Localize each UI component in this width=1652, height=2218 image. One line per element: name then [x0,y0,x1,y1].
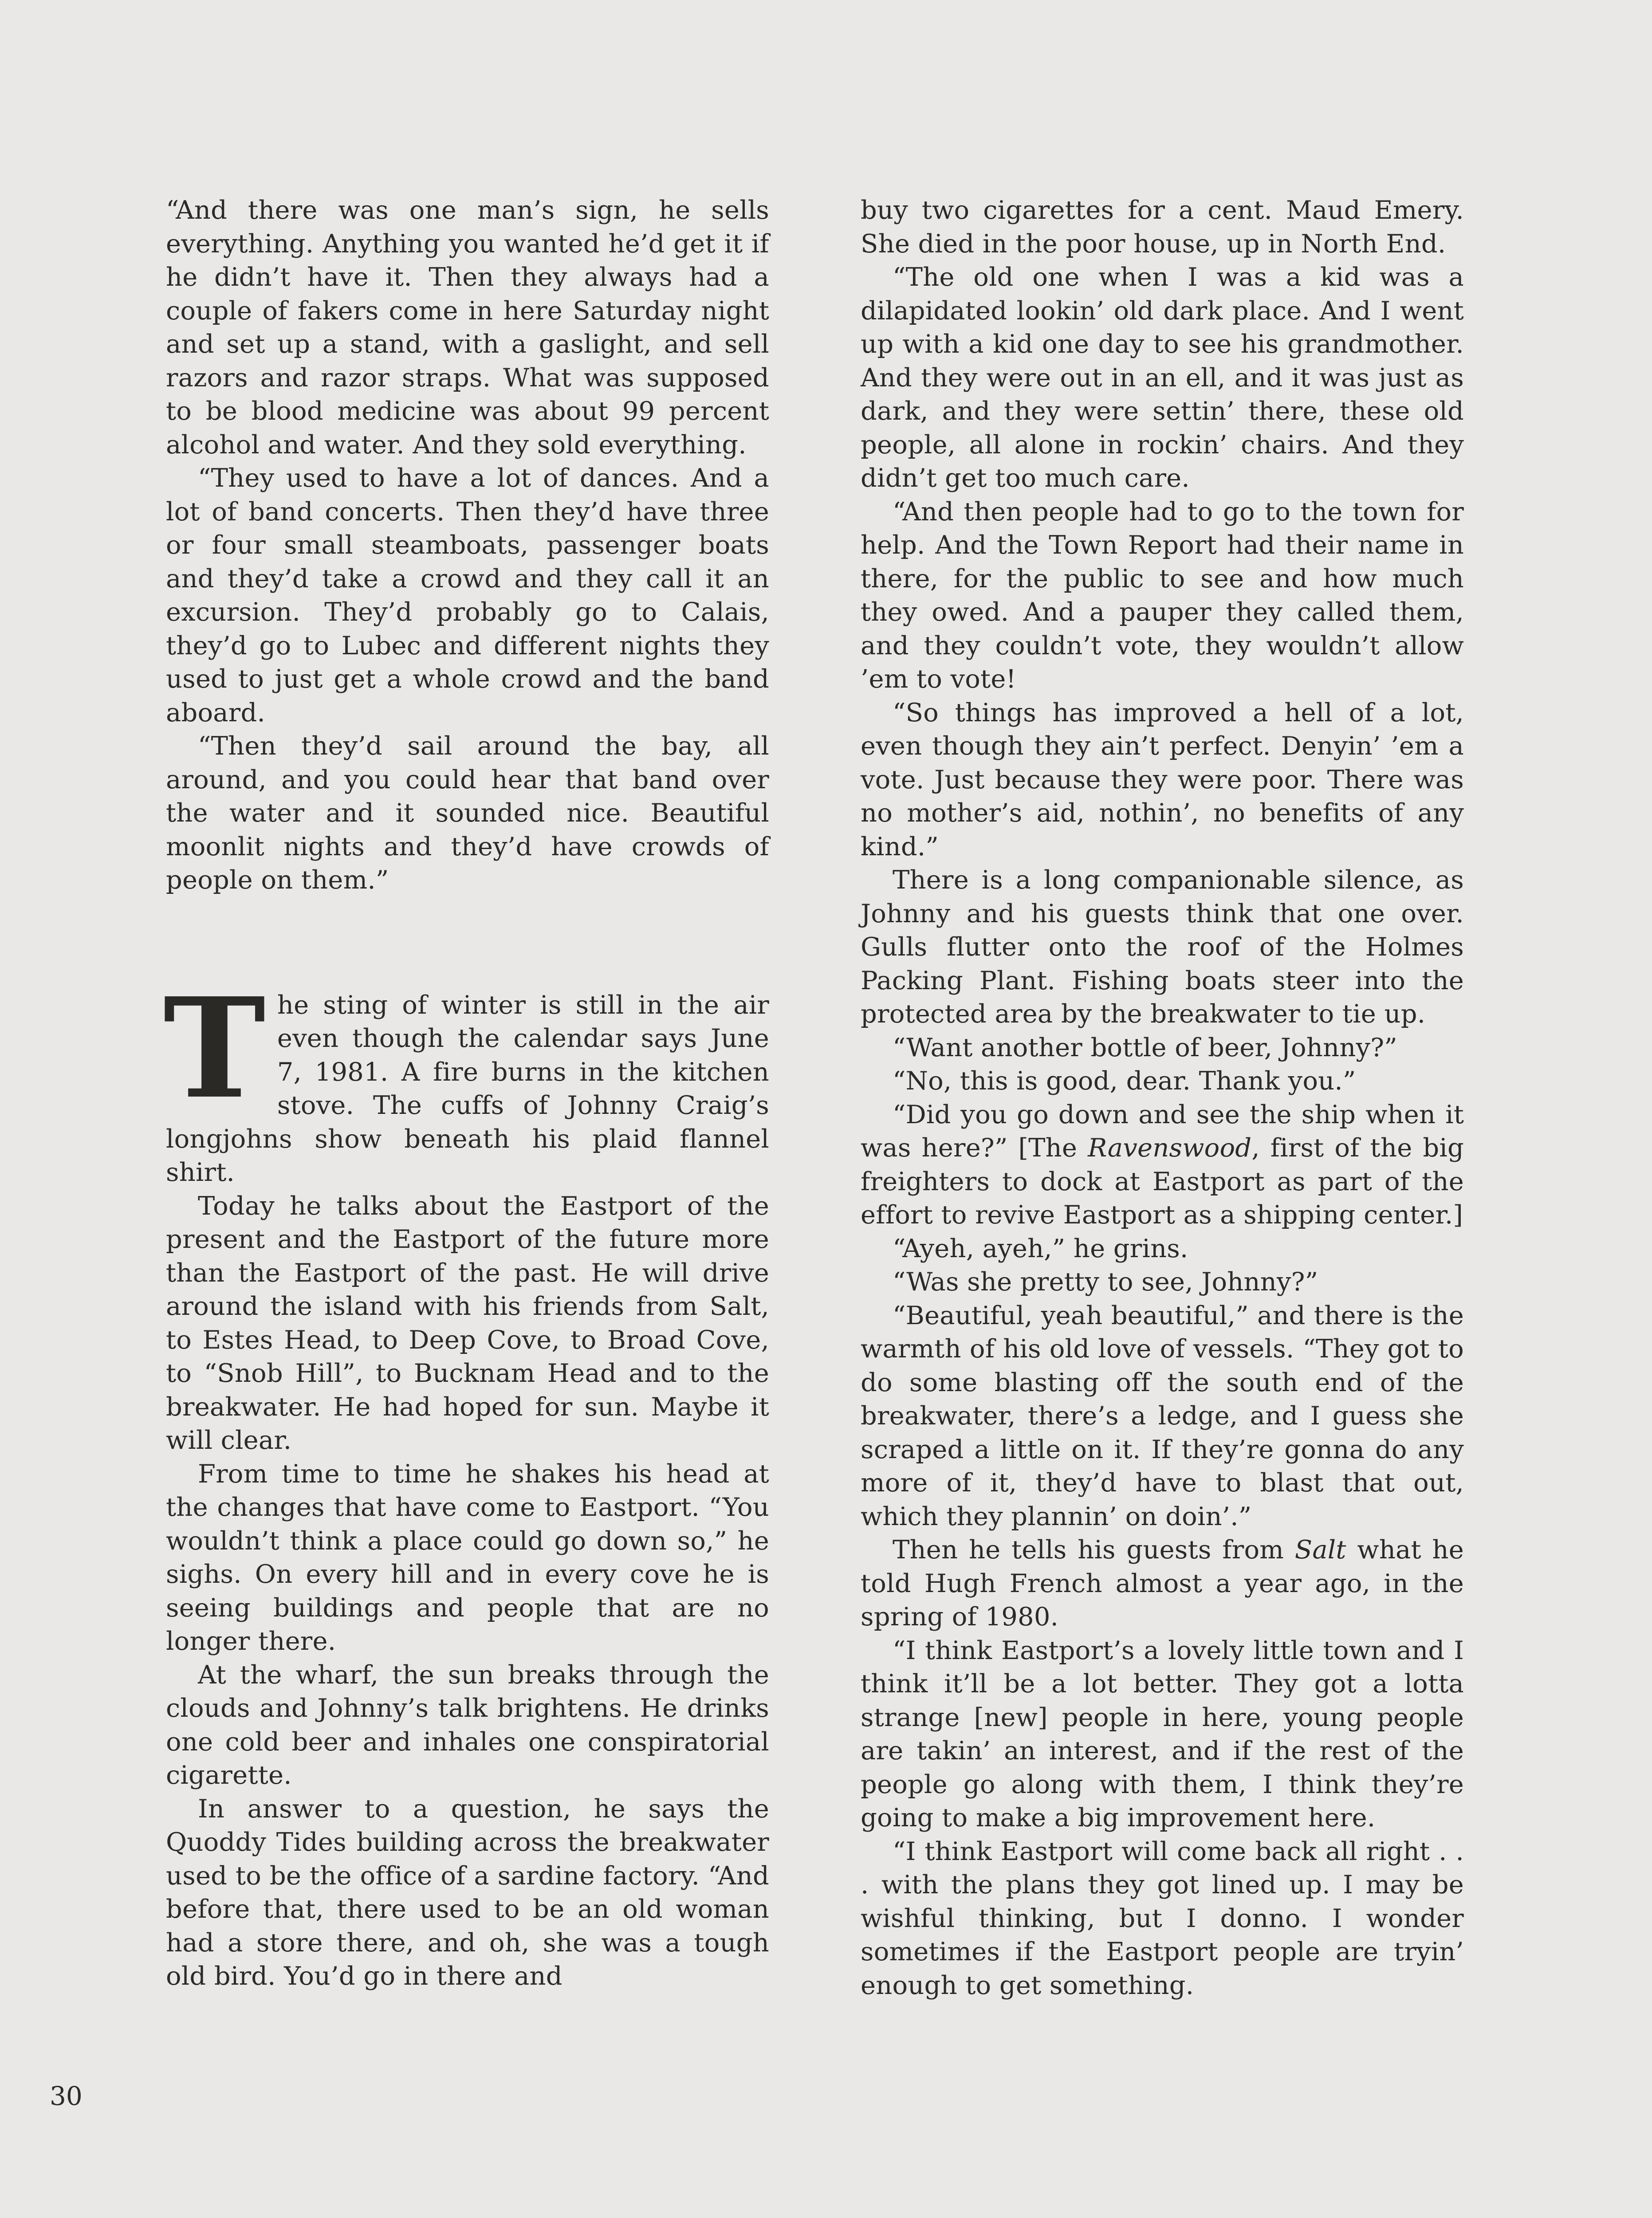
paragraph-text: what he told Hugh French almost a year ago, in the spring of 1980. [861,1535,1464,1632]
drop-cap: T [163,967,266,1129]
paragraph: “I think Eastport’s a lovely little town and I think it’ll be a lot better. They got a lotta strange [new] people in here, young people are takin’ an interest, and if the rest of the people go along with them, I think they’re going to make a big improvement here. [861,1635,1464,1833]
paragraph: “The old one when I was a kid was a dilapidated lookin’ old dark place. And I went up with a kid one day to see his grandmother. And they were out in an ell, and it was just as dark, and they were settin’ there, these old people, all alone in rockin’ chairs. And they didn’t get too much care. [861,262,1464,493]
page-number: 30 [50,2081,83,2111]
ship-name: Ravenswood [1088,1133,1252,1163]
paragraph: At the wharf, the sun breaks through the clouds and Johnny’s talk brightens. He drinks one cold beer and inhales one conspiratorial cigarette. [166,1660,769,1790]
paragraph-text: , first of the big freighters to dock at Eastport as part of the effort to revive Eastport as a shipping center.] [861,1133,1464,1230]
paragraph [861,1098,1464,1232]
paragraph: “Then they’d sail around the bay, all around, and you could hear that band over the water and it sounded nice. Beautiful moonlit nights and they’d have crowds of people on them.” [166,731,769,895]
paragraph: “Ayeh, ayeh,” he grins. [893,1233,1188,1263]
paragraph: “No, this is good, dear. Thank you.” [893,1066,1356,1096]
paragraph-text: “Did you go down and see the ship when it was here?” [The [861,1099,1464,1163]
paragraph: “Was she pretty to see, Johnny?” [893,1267,1318,1297]
section-opening-paragraph [163,967,769,1189]
paragraph-text: he sting of winter is still in the air even though the calendar says June 7, 1981. A fire burns in the kitchen stove. The cuffs of Johnny Craig’s longjohns show beneath his plaid flannel shirt. [166,990,769,1187]
paragraph: In answer to a question, he says the Quoddy Tides building across the breakwater used to be the office of a sardine factory. “And before that, there used to be an old woman had a store there, and oh, she was a tough old bird. You’d go in there and [166,1793,769,1991]
publication-name: Salt [1294,1535,1346,1565]
paragraph: “And then people had to go to the town for help. And the Town Report had their name in there, for the public to see and how much they owed. And a pauper they called them, and they couldn’t vote, they wouldn’t allow ’em to vote! [861,496,1464,694]
paragraph: “So things has improved a hell of a lot, even though they ain’t perfect. Denyin’ ’em a vote. Just because they were poor. There was no mother’s aid, nothin’, no benefits of any kind.” [861,697,1464,861]
paragraph: “Want another bottle of beer, Johnny?” [893,1032,1397,1062]
paragraph: “Beautiful, yeah beautiful,” and there is the warmth of his old love of vessels. “They got to do some blasting off the south end of the breakwater, there’s a ledge, and I guess she scraped a little on it. If they’re gonna do any more of it, they’d have to blast that out, which they plannin’ on doin’.” [861,1300,1464,1531]
paragraph: There is a long companionable silence, as Johnny and his guests think that one over. Gulls flutter onto the roof of the Holmes Packing Plant. Fishing boats steer into the protected area by the breakwater to tie up. [861,865,1464,1029]
paragraph [861,1533,1464,1634]
right-column [861,193,1464,2002]
paragraph: From time to time he shakes his head at the changes that have come to Eastport. “You wouldn’t think a place could go down so,” he sighs. On every hill and in every cove he is seeing buildings and people that are no longer there. [166,1459,769,1656]
paragraph: “I think Eastport will come back all right . . . with the plans they got lined up. I may be wishful thinking, but I donno. I wonder sometimes if the Eastport people are tryin’ enough to get something. [861,1836,1464,2000]
paragraph: buy two cigarettes for a cent. Maud Emery. She died in the poor house, up in North End. [861,195,1464,259]
paragraph: “They used to have a lot of dances. And a lot of band concerts. Then they’d have three or four small steamboats, passenger boats and they’d take a crowd and they call it an excursion. They’d probably go to Calais, they’d go to Lubec and different nights they used to just get a whole crowd and the band aboard. [166,463,769,728]
paragraph: Today he talks about the Eastport of the present and the Eastport of the future more than the Eastport of the past. He will drive around the island with his friends from Salt, to Estes Head, to Deep Cove, to Broad Cove, to “Snob Hill”, to Bucknam Head and to the breakwater. He had hoped for sun. Maybe it will clear. [166,1191,769,1455]
paragraph-text: Then he tells his guests from [893,1535,1295,1565]
left-column [163,193,769,1993]
paragraph: “And there was one man’s sign, he sells everything. Anything you wanted he’d get it if he didn’t have it. Then they always had a couple of fakers come in here Saturday night and set up a stand, with a gaslight, and sell razors and razor straps. What was supposed to be blood medicine was about 99 percent alcohol and water. And they sold everything. [166,195,769,460]
